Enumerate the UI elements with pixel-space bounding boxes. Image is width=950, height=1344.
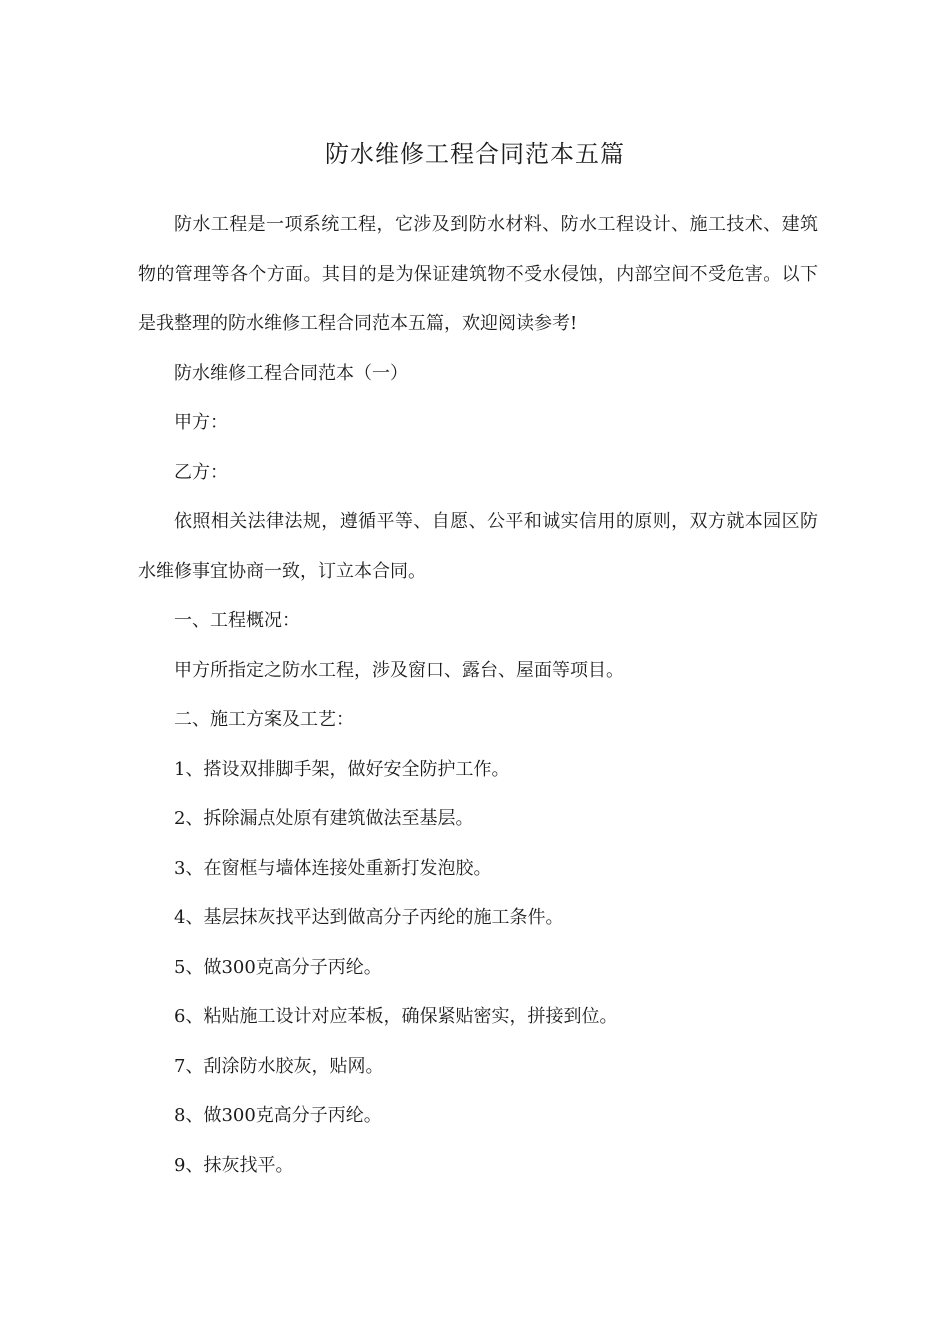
document-body	[138, 200, 818, 1190]
process-step: 3、在窗框与墙体连接处重新打发泡胶。	[174, 857, 492, 879]
section-heading-overview: 一、工程概况：	[174, 610, 300, 631]
process-step: 8、做300克高分子丙纶。	[174, 1105, 382, 1126]
process-step: 2、拆除漏点处原有建筑做法至基层。	[174, 808, 474, 829]
intro-paragraph: 防水工程是一项系统工程，它涉及到防水材料、防水工程设计、施工技术、建筑物的管理等各个方面。其目的是为保证建筑物不受水侵蚀，内部空间不受危害。以下是我整理的防水维修工程合同范本五篇，欢迎阅读参考!	[138, 214, 818, 334]
process-step: 4、基层抹灰找平达到做高分子丙纶的施工条件。	[174, 907, 564, 928]
contract-heading: 防水维修工程合同范本（一）	[174, 362, 408, 384]
party-b-line: 乙方：	[174, 461, 228, 483]
process-step: 7、刮涂防水胶灰，贴网。	[174, 1055, 384, 1077]
preamble-paragraph: 依照相关法律法规，遵循平等、自愿、公平和诚实信用的原则，双方就本园区防水维修事宜协商一致，订立本合同。	[138, 511, 818, 582]
party-a-line: 甲方：	[174, 412, 228, 433]
process-step: 1、搭设双排脚手架，做好安全防护工作。	[174, 758, 510, 780]
overview-paragraph: 甲方所指定之防水工程，涉及窗口、露台、屋面等项目。	[174, 659, 624, 681]
process-step: 5、做300克高分子丙纶。	[174, 956, 382, 978]
section-heading-process: 二、施工方案及工艺：	[174, 709, 354, 730]
process-step: 9、抹灰找平。	[174, 1154, 294, 1176]
process-step: 6、粘贴施工设计对应苯板，确保紧贴密实，拼接到位。	[174, 1006, 618, 1027]
document-title: 防水维修工程合同范本五篇	[325, 140, 625, 168]
